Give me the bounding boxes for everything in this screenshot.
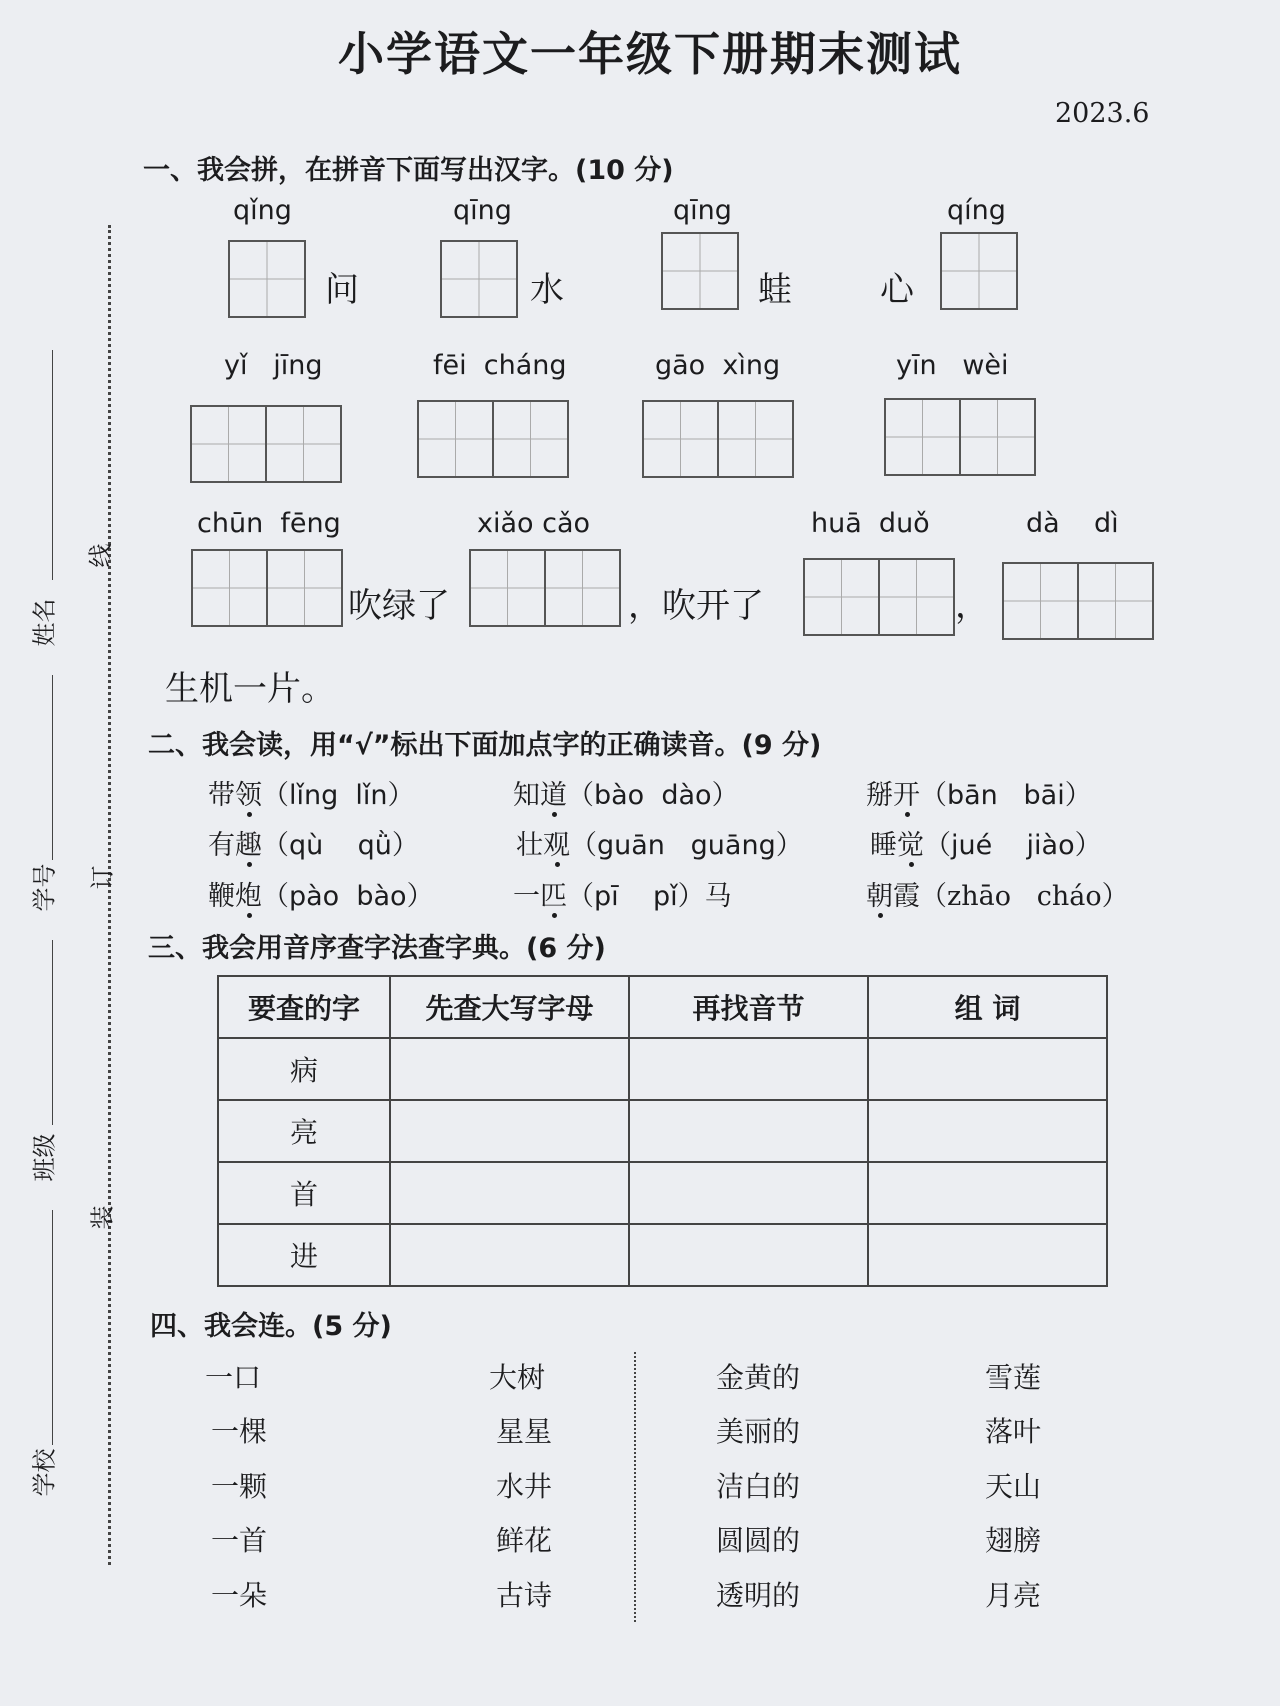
match-item-measure[interactable]: 一棵 xyxy=(211,1415,268,1448)
lookup-char: 病 xyxy=(218,1038,390,1100)
answer-cell[interactable] xyxy=(390,1038,629,1100)
field-label-class: 班级 xyxy=(30,1133,59,1182)
field-label-student-id: 学号 xyxy=(30,863,59,912)
table-row xyxy=(218,1100,1107,1162)
pinyin: gāo xìng xyxy=(655,350,781,381)
section4-heading: 四、我会连。(5 分) xyxy=(150,1311,392,1342)
dictionary-table xyxy=(217,975,1108,1287)
answer-cell[interactable] xyxy=(390,1224,629,1286)
match-item-noun[interactable]: 星星 xyxy=(496,1415,553,1448)
text: ， xyxy=(955,586,989,626)
reading-item: 朝霞（zhāo cháo） xyxy=(866,881,1129,912)
section2-heading: 二、我会读，用“√”标出下面加点字的正确读音。(9 分) xyxy=(148,730,822,761)
answer-cell[interactable] xyxy=(868,1224,1107,1286)
lookup-char: 首 xyxy=(218,1162,390,1224)
match-item-measure[interactable]: 一首 xyxy=(211,1524,268,1557)
writing-box-pair[interactable] xyxy=(469,549,621,627)
answer-cell[interactable] xyxy=(868,1038,1107,1100)
writing-box-pair[interactable] xyxy=(884,398,1036,476)
match-item-adjective[interactable]: 圆圆的 xyxy=(716,1524,801,1557)
writing-box[interactable] xyxy=(661,232,739,310)
answer-cell[interactable] xyxy=(629,1100,868,1162)
pinyin: fēi cháng xyxy=(433,350,567,381)
reading-item: 知道（bào dào） xyxy=(513,780,739,811)
reading-item: 带领（lǐng lǐn） xyxy=(208,780,415,811)
exam-date: 2023.6 xyxy=(1055,98,1150,129)
pinyin: yīn wèi xyxy=(896,350,1009,381)
writing-box-pair[interactable] xyxy=(803,558,955,636)
match-item-noun[interactable]: 大树 xyxy=(489,1361,546,1394)
column-header: 要查的字 xyxy=(218,976,390,1038)
reading-item: 壮观（guān guāng） xyxy=(516,830,803,861)
match-item-object[interactable]: 月亮 xyxy=(985,1579,1042,1612)
char: 蛙 xyxy=(758,270,792,310)
reading-item: 一匹（pī pǐ）马 xyxy=(513,881,732,912)
class-field-line[interactable] xyxy=(52,940,53,1125)
match-item-adjective[interactable]: 洁白的 xyxy=(716,1470,801,1503)
answer-cell[interactable] xyxy=(629,1038,868,1100)
writing-box[interactable] xyxy=(228,240,306,318)
answer-cell[interactable] xyxy=(390,1162,629,1224)
reading-item: 睡觉（jué jiào） xyxy=(870,830,1102,861)
pinyin: xiǎo cǎo xyxy=(477,508,591,539)
answer-cell[interactable] xyxy=(868,1162,1107,1224)
match-item-measure[interactable]: 一颗 xyxy=(211,1470,268,1503)
match-item-object[interactable]: 落叶 xyxy=(985,1415,1042,1448)
section1-heading: 一、我会拼，在拼音下面写出汉字。(10 分) xyxy=(143,155,674,186)
student-id-field-line[interactable] xyxy=(52,675,53,860)
match-item-object[interactable]: 天山 xyxy=(985,1470,1042,1503)
answer-cell[interactable] xyxy=(629,1224,868,1286)
text: 吹绿了 xyxy=(348,586,450,626)
writing-box-pair[interactable] xyxy=(190,405,342,483)
match-item-object[interactable]: 雪莲 xyxy=(985,1361,1042,1394)
char: 心 xyxy=(880,270,914,310)
reading-item: 掰开（bān bāi） xyxy=(866,780,1092,811)
match-item-noun[interactable]: 古诗 xyxy=(496,1579,553,1612)
writing-box[interactable] xyxy=(940,232,1018,310)
match-divider xyxy=(634,1352,636,1622)
writing-box-pair[interactable] xyxy=(642,400,794,478)
lookup-char: 进 xyxy=(218,1224,390,1286)
school-field-line[interactable] xyxy=(52,1210,53,1445)
match-item-measure[interactable]: 一口 xyxy=(205,1361,262,1394)
field-label-name: 姓名 xyxy=(30,598,59,647)
binding-mark-line: 线 xyxy=(86,543,115,568)
char: 问 xyxy=(325,270,359,310)
column-header: 先查大写字母 xyxy=(390,976,629,1038)
section3-heading: 三、我会用音序查字法查字典。(6 分) xyxy=(148,933,606,964)
pinyin: chūn fēng xyxy=(197,508,341,539)
binding-dotted-line xyxy=(108,225,111,1565)
pinyin: qǐng xyxy=(233,195,292,226)
answer-cell[interactable] xyxy=(629,1162,868,1224)
pinyin: huā duǒ xyxy=(811,508,930,539)
writing-box-pair[interactable] xyxy=(417,400,569,478)
reading-item: 有趣（qù qǜ） xyxy=(208,830,419,861)
char: 水 xyxy=(530,270,564,310)
match-item-adjective[interactable]: 美丽的 xyxy=(716,1415,801,1448)
field-label-school: 学校 xyxy=(30,1448,59,1497)
binding-mark-staple: 订 xyxy=(88,865,117,890)
column-header: 组 词 xyxy=(868,976,1107,1038)
answer-cell[interactable] xyxy=(390,1100,629,1162)
match-item-object[interactable]: 翅膀 xyxy=(985,1524,1042,1557)
match-item-adjective[interactable]: 金黄的 xyxy=(716,1361,801,1394)
match-item-noun[interactable]: 水井 xyxy=(496,1470,553,1503)
text: ，吹开了 xyxy=(628,586,764,626)
column-header: 再找音节 xyxy=(629,976,868,1038)
reading-item: 鞭炮（pào bào） xyxy=(208,881,434,912)
match-item-noun[interactable]: 鲜花 xyxy=(496,1524,553,1557)
name-field-line[interactable] xyxy=(52,350,53,580)
pinyin: dà dì xyxy=(1026,508,1119,539)
pinyin: yǐ jīng xyxy=(224,350,323,381)
table-row xyxy=(218,1224,1107,1286)
lookup-char: 亮 xyxy=(218,1100,390,1162)
page-title: 小学语文一年级下册期末测试 xyxy=(338,27,962,81)
pinyin: qīng xyxy=(673,195,732,226)
table-row xyxy=(218,1162,1107,1224)
answer-cell[interactable] xyxy=(868,1100,1107,1162)
pinyin: qíng xyxy=(947,195,1006,226)
match-item-measure[interactable]: 一朵 xyxy=(211,1579,268,1612)
writing-box-pair[interactable] xyxy=(191,549,343,627)
table-header-row xyxy=(218,976,1107,1038)
writing-box-pair[interactable] xyxy=(1002,562,1154,640)
binding-mark-bind: 装 xyxy=(88,1205,117,1230)
pinyin: qīng xyxy=(453,195,512,226)
sentence-tail: 生机一片。 xyxy=(165,669,335,709)
writing-box[interactable] xyxy=(440,240,518,318)
table-row xyxy=(218,1038,1107,1100)
match-item-adjective[interactable]: 透明的 xyxy=(716,1579,801,1612)
